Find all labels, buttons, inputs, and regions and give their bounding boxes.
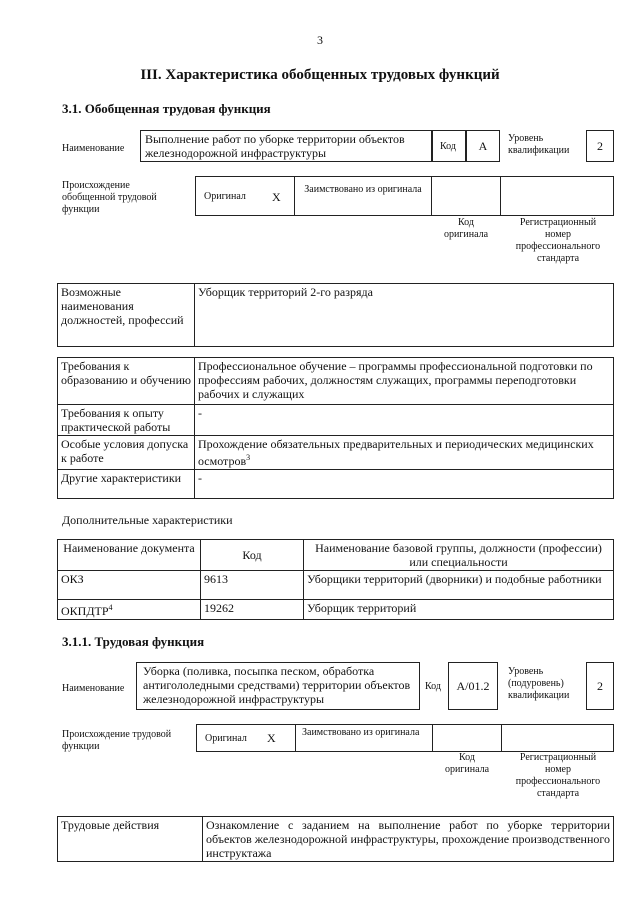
tf-name-value: Уборка (поливка, посыпка песком, обработка антигололедными средствами) территории объектов железнодорожной инфраструктуры	[136, 662, 420, 710]
requirement-label: Другие характеристики	[58, 470, 195, 499]
gtf-code-original-caption: Код оригинала	[443, 217, 489, 240]
gtf-reg-number-caption: Регистрационный номер профессионального стандарта	[515, 217, 601, 264]
additional-heading: Дополнительные характеристики	[62, 513, 233, 527]
tf-code-original-caption: Код оригинала	[444, 752, 490, 775]
tf-reg-number-caption: Регистрационный номер профессионального стандарта	[515, 752, 601, 799]
tf-code-label: Код	[425, 681, 441, 692]
footnote-ref: 4	[108, 603, 113, 612]
requirement-value: -	[195, 470, 614, 499]
column-header: Код	[201, 540, 304, 571]
table-row	[58, 817, 614, 862]
tf-borrowed-label: Заимствовано из оригинала	[295, 724, 433, 752]
gtf-code-label: Код	[432, 130, 466, 162]
table-row	[58, 571, 614, 600]
requirement-value: -	[195, 405, 614, 436]
gtf-original-label: Оригинал	[204, 191, 246, 202]
doc-cell: ОКЗ	[58, 571, 201, 600]
tf-level-label: Уровень (подуровень) квалификации	[508, 666, 570, 701]
tf-name-label: Наименование	[62, 683, 125, 694]
actions-table	[57, 816, 614, 862]
requirements-table	[57, 357, 614, 499]
requirement-value: Профессиональное обучение – программы профессиональной подготовки по профессиям рабочих, должностям служащих, программы переподготовки рабочих и служащих	[195, 358, 614, 405]
tf-level-value: 2	[586, 662, 614, 710]
gtf-reg-number-cell	[500, 176, 614, 216]
requirement-row	[58, 358, 614, 405]
page-number: 3	[317, 33, 323, 47]
gtf-origin-label: Происхождение обобщенной трудовой функции	[62, 180, 157, 215]
name-cell: Уборщики территорий (дворники) и подобные работники	[304, 571, 614, 600]
gtf-name-label: Наименование	[62, 143, 125, 154]
gtf-borrowed-label: Заимствовано из оригинала	[294, 176, 432, 216]
tf-original-mark: X	[267, 731, 276, 745]
requirement-row	[58, 436, 614, 470]
requirement-row	[58, 470, 614, 499]
positions-value: Уборщик территорий 2-го разряда	[195, 284, 614, 347]
name-cell: Уборщик территорий	[304, 600, 614, 620]
code-cell: 19262	[201, 600, 304, 620]
requirement-row	[58, 405, 614, 436]
requirement-label: Требования к образованию и обучению	[58, 358, 195, 405]
gtf-code-value: A	[466, 130, 500, 162]
gtf-level-value: 2	[586, 130, 614, 162]
tf-heading: 3.1.1. Трудовая функция	[62, 634, 205, 649]
actions-value: Ознакомление с заданием на выполнение работ по уборке территории объектов железнодорожной инфраструктуры, прохождение производственного инструктажа	[203, 817, 614, 862]
actions-label: Трудовые действия	[58, 817, 203, 862]
requirement-label: Требования к опыту практической работы	[58, 405, 195, 436]
tf-code-value: A/01.2	[448, 662, 498, 710]
gtf-code-original-cell	[431, 176, 501, 216]
section-title: III. Характеристика обобщенных трудовых функций	[140, 67, 500, 83]
footnote-ref: 3	[246, 453, 251, 462]
gtf-original-mark: X	[272, 190, 281, 204]
gtf-name-value: Выполнение работ по уборке территории объектов железнодорожной инфраструктуры	[140, 130, 432, 162]
requirement-label: Особые условия допуска к работе	[58, 436, 195, 470]
tf-original-cell	[196, 724, 296, 752]
additional-table	[57, 539, 614, 620]
doc-text: ОКПДТР	[61, 604, 109, 618]
gtf-original-cell	[195, 176, 295, 216]
code-cell: 9613	[201, 571, 304, 600]
gtf-level-label: Уровень квалификации	[508, 133, 570, 156]
tf-code-original-cell	[432, 724, 502, 752]
tf-origin-label: Происхождение трудовой функции	[62, 729, 172, 752]
additional-header-row	[58, 540, 614, 571]
positions-label: Возможные наименования должностей, профессий	[58, 284, 195, 347]
tf-reg-number-cell	[501, 724, 614, 752]
requirement-value	[195, 436, 614, 470]
tf-original-label: Оригинал	[205, 733, 247, 744]
gtf-heading: 3.1. Обобщенная трудовая функция	[62, 101, 271, 116]
column-header: Наименование базовой группы, должности (профессии) или специальности	[304, 540, 614, 571]
positions-table	[57, 283, 614, 347]
table-row	[58, 600, 614, 620]
requirement-text: Прохождение обязательных предварительных и периодических медицинских осмотров	[198, 437, 594, 468]
doc-cell	[58, 600, 201, 620]
column-header: Наименование документа	[58, 540, 201, 571]
